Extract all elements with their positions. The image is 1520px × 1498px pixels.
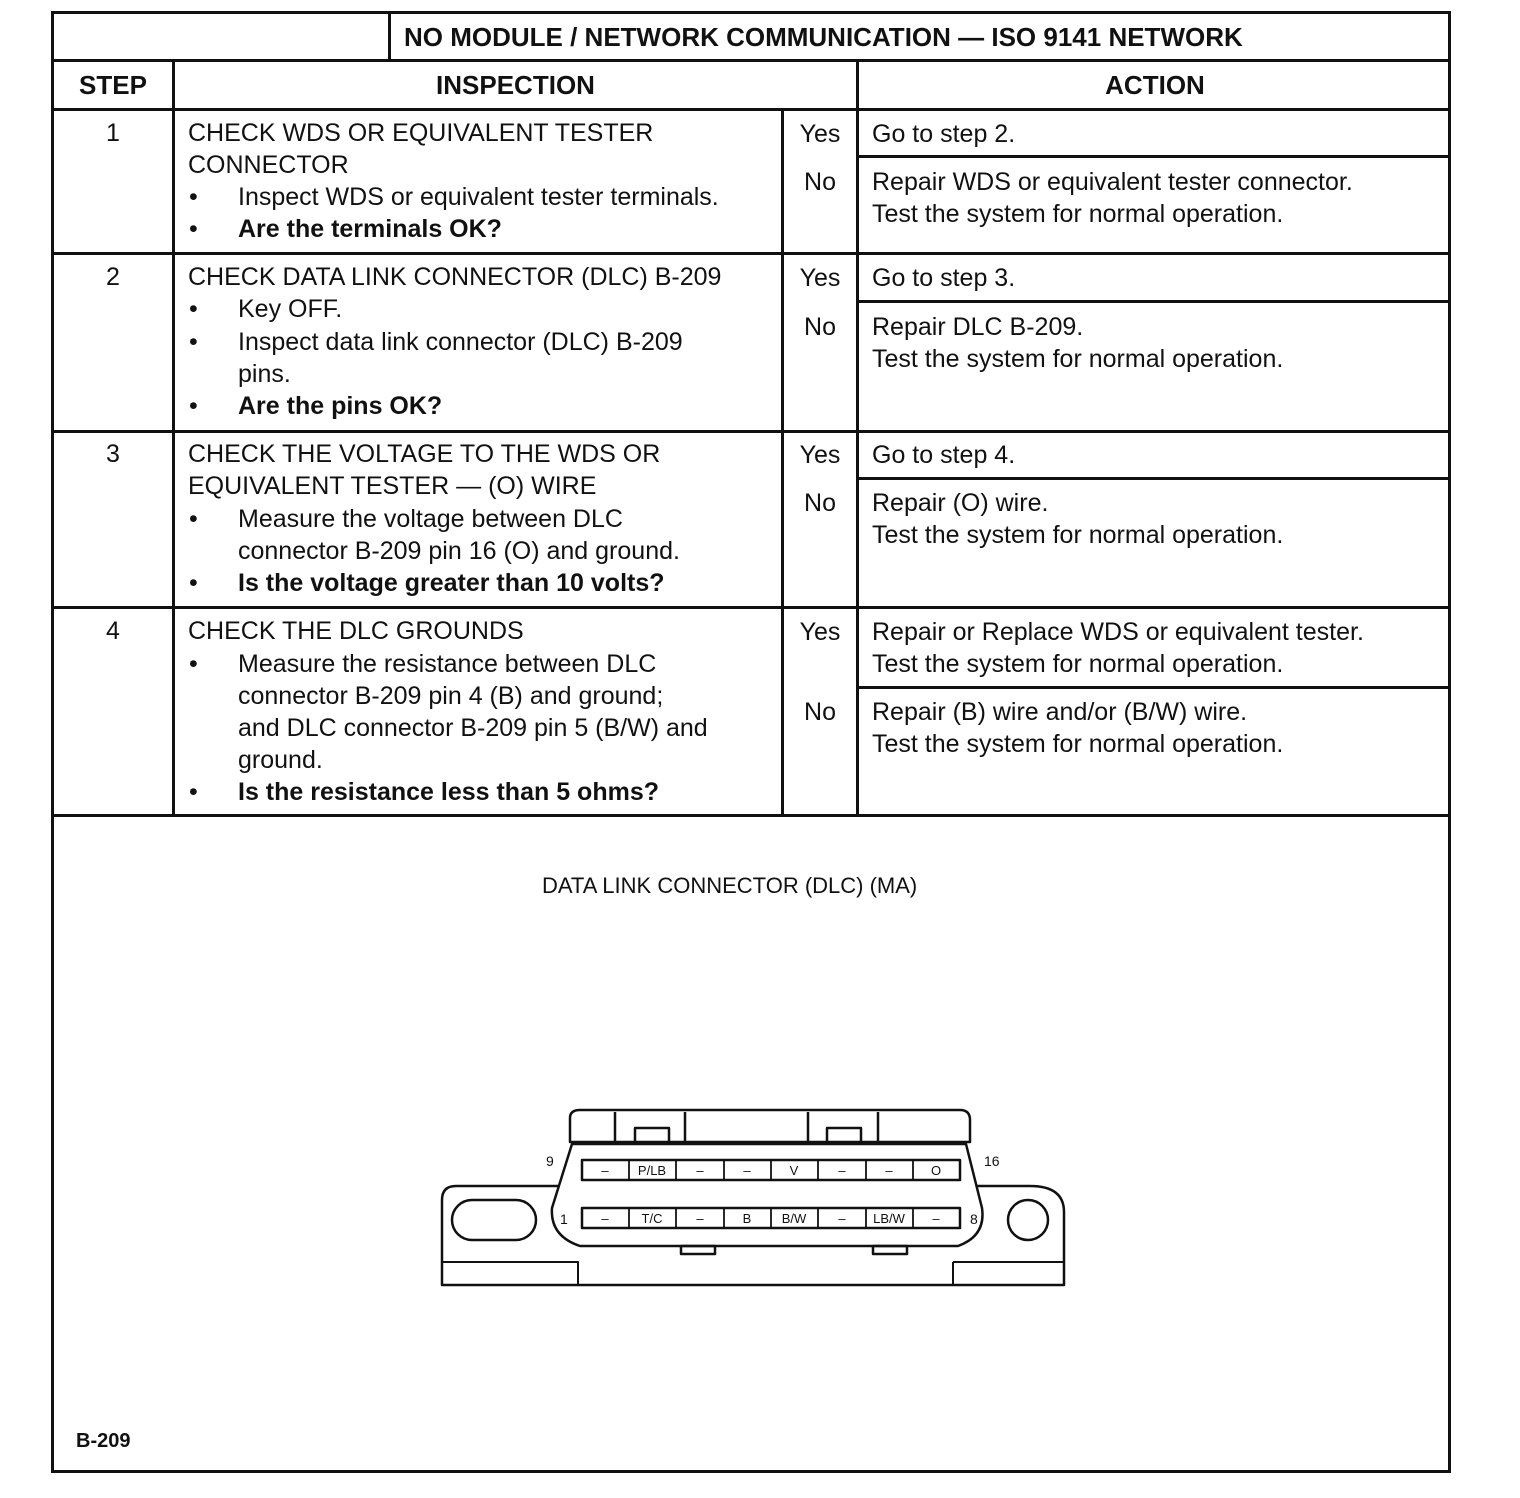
bullet-dot: • bbox=[189, 505, 198, 533]
pin-4-label: B bbox=[742, 1211, 752, 1226]
bullet-question: Are the terminals OK? bbox=[238, 215, 502, 243]
pin-13-label: V bbox=[789, 1163, 799, 1178]
step-heading: EQUIVALENT TESTER — (O) WIRE bbox=[188, 472, 597, 500]
bottom-tab-right bbox=[873, 1246, 907, 1254]
bullet-text: Measure the resistance between DLC bbox=[238, 650, 657, 678]
no-action: Test the system for normal operation. bbox=[872, 730, 1284, 758]
bullet-dot: • bbox=[189, 650, 198, 678]
no-action: Test the system for normal operation. bbox=[872, 521, 1284, 549]
pin-9-label: – bbox=[601, 1163, 609, 1178]
bottom-tab-left bbox=[681, 1246, 715, 1254]
bullet-text: Inspect data link connector (DLC) B-209 bbox=[238, 328, 683, 356]
bullet-text: pins. bbox=[238, 360, 291, 388]
pin-number-9: 9 bbox=[546, 1153, 554, 1169]
no-action: Repair (B) wire and/or (B/W) wire. bbox=[872, 698, 1248, 726]
step-heading: CHECK WDS OR EQUIVALENT TESTER bbox=[188, 119, 654, 147]
rule-row4-bottom bbox=[51, 814, 1451, 817]
step-number: 4 bbox=[106, 617, 120, 645]
rule-header-bottom bbox=[51, 108, 1451, 111]
bullet-dot: • bbox=[189, 392, 198, 420]
bullet-text: connector B-209 pin 4 (B) and ground; bbox=[238, 682, 664, 710]
dlc-connector-diagram bbox=[430, 1100, 1080, 1300]
yes-action: Go to step 4. bbox=[872, 441, 1016, 469]
figure-label: B-209 bbox=[76, 1430, 131, 1452]
bullet-question: Is the voltage greater than 10 volts? bbox=[238, 569, 665, 597]
pin-1-label: – bbox=[601, 1211, 609, 1226]
rule-row1-yesno bbox=[857, 155, 1451, 158]
bullet-dot: • bbox=[189, 328, 198, 356]
pin-3-label: – bbox=[696, 1211, 704, 1226]
yes-label: Yes bbox=[799, 120, 841, 148]
step-number: 1 bbox=[106, 119, 120, 147]
pin-16-label: O bbox=[930, 1163, 942, 1178]
bullet-question: Are the pins OK? bbox=[238, 392, 443, 420]
pin-14-label: – bbox=[838, 1163, 846, 1178]
rule-title-divider bbox=[388, 11, 391, 61]
bullet-text: connector B-209 pin 16 (O) and ground. bbox=[238, 537, 680, 565]
no-action: Test the system for normal operation. bbox=[872, 200, 1284, 228]
mount-hole-right bbox=[1008, 1200, 1048, 1240]
rule-row2-yesno bbox=[857, 300, 1451, 303]
yes-label: Yes bbox=[799, 618, 841, 646]
yes-action: Go to step 2. bbox=[872, 120, 1016, 148]
yes-action: Repair or Replace WDS or equivalent tester. bbox=[872, 618, 1364, 646]
pin-11-label: – bbox=[696, 1163, 704, 1178]
connector-top-tab bbox=[570, 1110, 970, 1142]
bullet-text: Key OFF. bbox=[238, 295, 343, 323]
latch-right bbox=[827, 1128, 861, 1142]
no-action: Repair (O) wire. bbox=[872, 489, 1049, 517]
rule-step-col bbox=[172, 59, 175, 817]
bullet-text: and DLC connector B-209 pin 5 (B/W) and bbox=[238, 714, 708, 742]
pin-12-label: – bbox=[743, 1163, 751, 1178]
yes-action: Test the system for normal operation. bbox=[872, 650, 1284, 678]
bullet-text: Measure the voltage between DLC bbox=[238, 505, 623, 533]
no-action: Repair WDS or equivalent tester connector. bbox=[872, 168, 1353, 196]
no-label: No bbox=[804, 698, 836, 726]
rule-title-bottom bbox=[51, 59, 1451, 62]
header-step: STEP bbox=[79, 70, 147, 100]
bullet-dot: • bbox=[189, 569, 198, 597]
step-number: 2 bbox=[106, 263, 120, 291]
pin-2-label: T/C bbox=[641, 1211, 663, 1226]
rule-row1-bottom bbox=[51, 252, 1451, 255]
step-number: 3 bbox=[106, 440, 120, 468]
no-label: No bbox=[804, 168, 836, 196]
bullet-dot: • bbox=[189, 215, 198, 243]
yes-label: Yes bbox=[799, 441, 841, 469]
rule-row3-bottom bbox=[51, 606, 1451, 609]
pin-15-label: – bbox=[885, 1163, 893, 1178]
yes-label: Yes bbox=[799, 264, 841, 292]
pin-6-label: – bbox=[838, 1211, 846, 1226]
step-heading: CHECK THE DLC GROUNDS bbox=[188, 617, 524, 645]
mount-hole-left bbox=[452, 1200, 536, 1240]
yes-action: Go to step 3. bbox=[872, 264, 1016, 292]
rule-row3-yesno bbox=[857, 477, 1451, 480]
step-heading: CHECK THE VOLTAGE TO THE WDS OR bbox=[188, 440, 661, 468]
rule-action-col bbox=[856, 59, 859, 817]
bullet-text: Inspect WDS or equivalent tester terminals. bbox=[238, 183, 719, 211]
bullet-dot: • bbox=[189, 295, 198, 323]
no-label: No bbox=[804, 313, 836, 341]
pin-10-label: P/LB bbox=[637, 1163, 667, 1178]
bullet-dot: • bbox=[189, 183, 198, 211]
pin-7-label: LB/W bbox=[873, 1211, 905, 1226]
connector-base bbox=[442, 1262, 1064, 1285]
pin-5-label: B/W bbox=[781, 1211, 807, 1226]
bullet-dot: • bbox=[189, 778, 198, 806]
header-action: ACTION bbox=[1105, 70, 1205, 100]
step-heading: CHECK DATA LINK CONNECTOR (DLC) B-209 bbox=[188, 263, 722, 291]
rule-row4-yesno bbox=[857, 686, 1451, 689]
no-action: Test the system for normal operation. bbox=[872, 345, 1284, 373]
bullet-text: ground. bbox=[238, 746, 323, 774]
pin-number-16: 16 bbox=[984, 1153, 1000, 1169]
pin-8-label: – bbox=[932, 1211, 940, 1226]
bullet-question: Is the resistance less than 5 ohms? bbox=[238, 778, 659, 806]
pin-number-8: 8 bbox=[970, 1211, 978, 1227]
pin-number-1: 1 bbox=[560, 1211, 568, 1227]
diagram-title: DATA LINK CONNECTOR (DLC) (MA) bbox=[542, 873, 918, 898]
page-title: NO MODULE / NETWORK COMMUNICATION — ISO 9141 NETWORK bbox=[404, 22, 1243, 52]
no-label: No bbox=[804, 489, 836, 517]
no-action: Repair DLC B-209. bbox=[872, 313, 1084, 341]
latch-left bbox=[635, 1128, 669, 1142]
header-inspection: INSPECTION bbox=[436, 70, 595, 100]
rule-row2-bottom bbox=[51, 430, 1451, 433]
step-heading: CONNECTOR bbox=[188, 151, 349, 179]
